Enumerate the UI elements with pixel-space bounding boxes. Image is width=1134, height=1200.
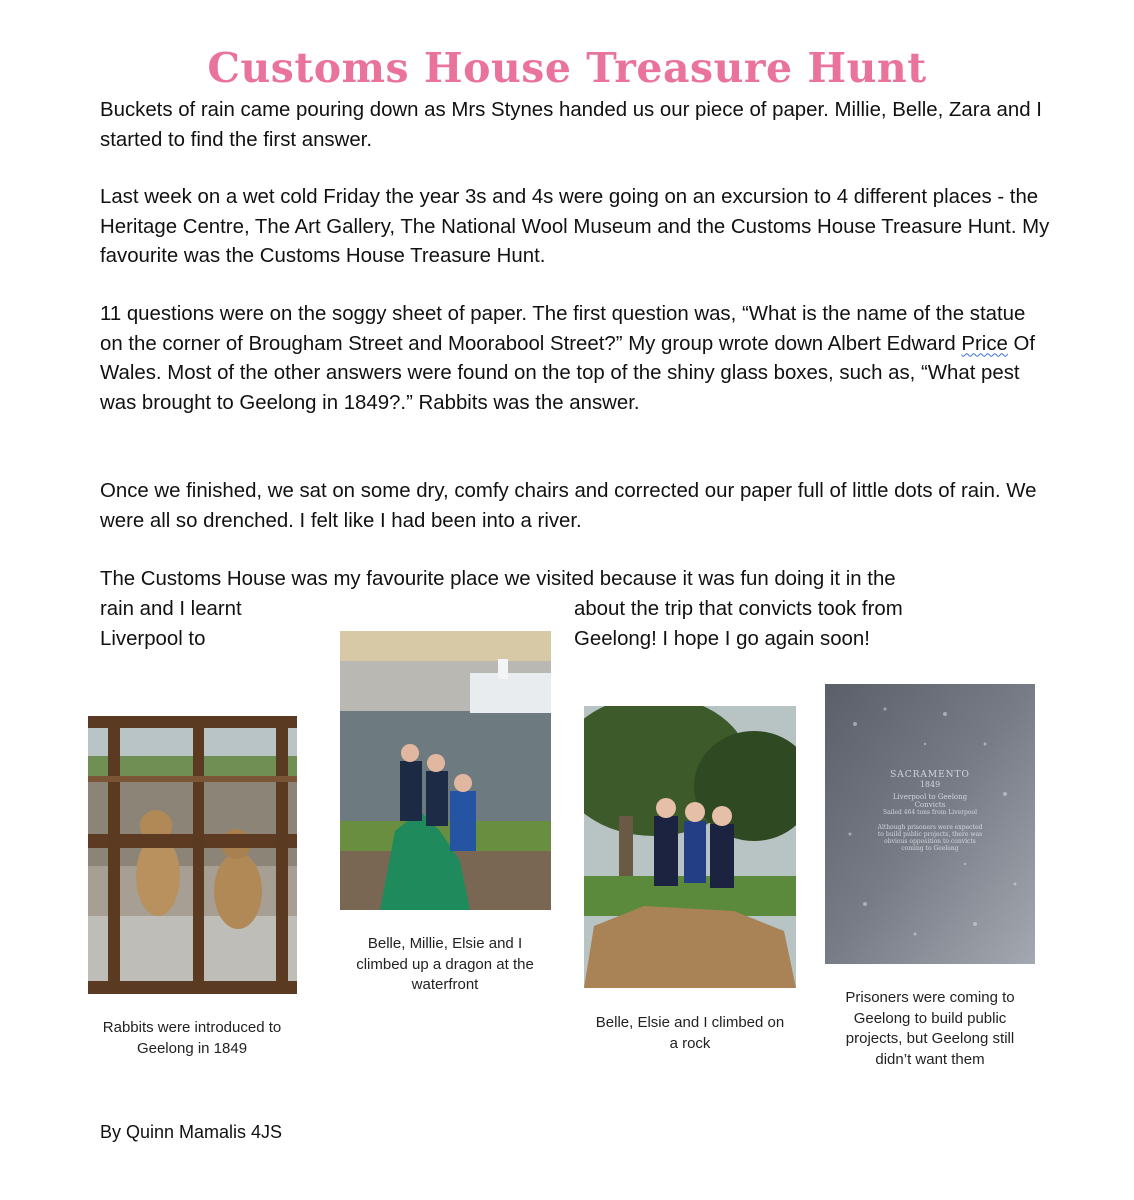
- plaque-line: Although prisoners were expected: [877, 824, 983, 831]
- photo-girls-rock: [584, 706, 796, 988]
- paragraph-5-left-line-3: Liverpool to: [100, 628, 206, 650]
- paragraph-5-left-line-2: rain and I learnt: [100, 598, 242, 620]
- paragraph-3: [100, 300, 1050, 418]
- plaque-line: coming to Geelong: [901, 845, 959, 852]
- paragraph-2: Last week on a wet cold Friday the year 3s and 4s were going on an excursion to 4 different places - the Heritage Centre, The Art Gallery, The National Wool Museum and the Customs House Treasure Hunt. My favourite was the Customs House Treasure Hunt.: [100, 186, 1050, 267]
- plaque-line: Sailed 464 tons from Liverpool: [882, 809, 978, 816]
- caption-dragon: Belle, Millie, Elsie and I climbed up a dragon at the waterfront: [356, 935, 534, 993]
- dragon-photo-image: [340, 631, 551, 910]
- caption-plaque: Prisoners were coming to Geelong to build public projects, but Geelong still didn’t want them: [845, 989, 1015, 1068]
- plaque-line: to build public projects, there was: [877, 831, 983, 838]
- photo-rabbits-display: [88, 716, 297, 994]
- plaque-line: Liverpool to Geelong: [892, 793, 968, 801]
- paragraph-3-start: 11 questions were on the soggy sheet of paper. The first question was, “What is the name of the statue on the corner of Brougham Street and Moorabool Street?” My group wrote down Albert Edward: [100, 303, 1026, 355]
- caption-rabbits: Rabbits were introduced to Geelong in 1849: [102, 1019, 282, 1057]
- misspelled-word[interactable]: Price: [961, 332, 1008, 355]
- rabbits-photo-image: [88, 716, 297, 994]
- paragraph-5-line-1: The Customs House was my favourite place we visited because it was fun doing it in the: [100, 568, 896, 590]
- plaque-line: Convicts: [914, 801, 946, 809]
- photo-dragon-waterfront: [340, 631, 551, 910]
- paragraph-5-right-line-2: about the trip that convicts took from: [574, 598, 903, 620]
- byline: By Quinn Mamalis 4JS: [100, 1122, 283, 1142]
- plaque-line: obvious opposition to convicts: [884, 838, 976, 845]
- paragraph-1: Buckets of rain came pouring down as Mrs Stynes handed us our piece of paper. Millie, Belle, Zara and I started to find the first answer.: [100, 99, 1042, 151]
- plaque-line: SACRAMENTO: [890, 770, 970, 780]
- rock-photo-image: [584, 706, 796, 988]
- photo-glass-plaque: [825, 684, 1035, 964]
- plaque-line: 1849: [919, 780, 941, 789]
- paragraph-3-end: Of Wales. Most of the other answers were found on the top of the shiny glass boxes, such as, “What pest was brought to Geelong in 1849?.” Rabbits was the answer.: [100, 332, 1036, 414]
- caption-rock: Belle, Elsie and I climbed on a rock: [595, 1014, 785, 1052]
- plaque-engraving: [825, 770, 1035, 852]
- paragraph-4: Once we finished, we sat on some dry, comfy chairs and corrected our paper full of little dots of rain. We were all so drenched. I felt like I had been into a river.: [100, 480, 1037, 532]
- paragraph-5-right-line-3: Geelong! I hope I go again soon!: [574, 628, 870, 650]
- page-title: Customs House Treasure Hunt: [207, 44, 927, 92]
